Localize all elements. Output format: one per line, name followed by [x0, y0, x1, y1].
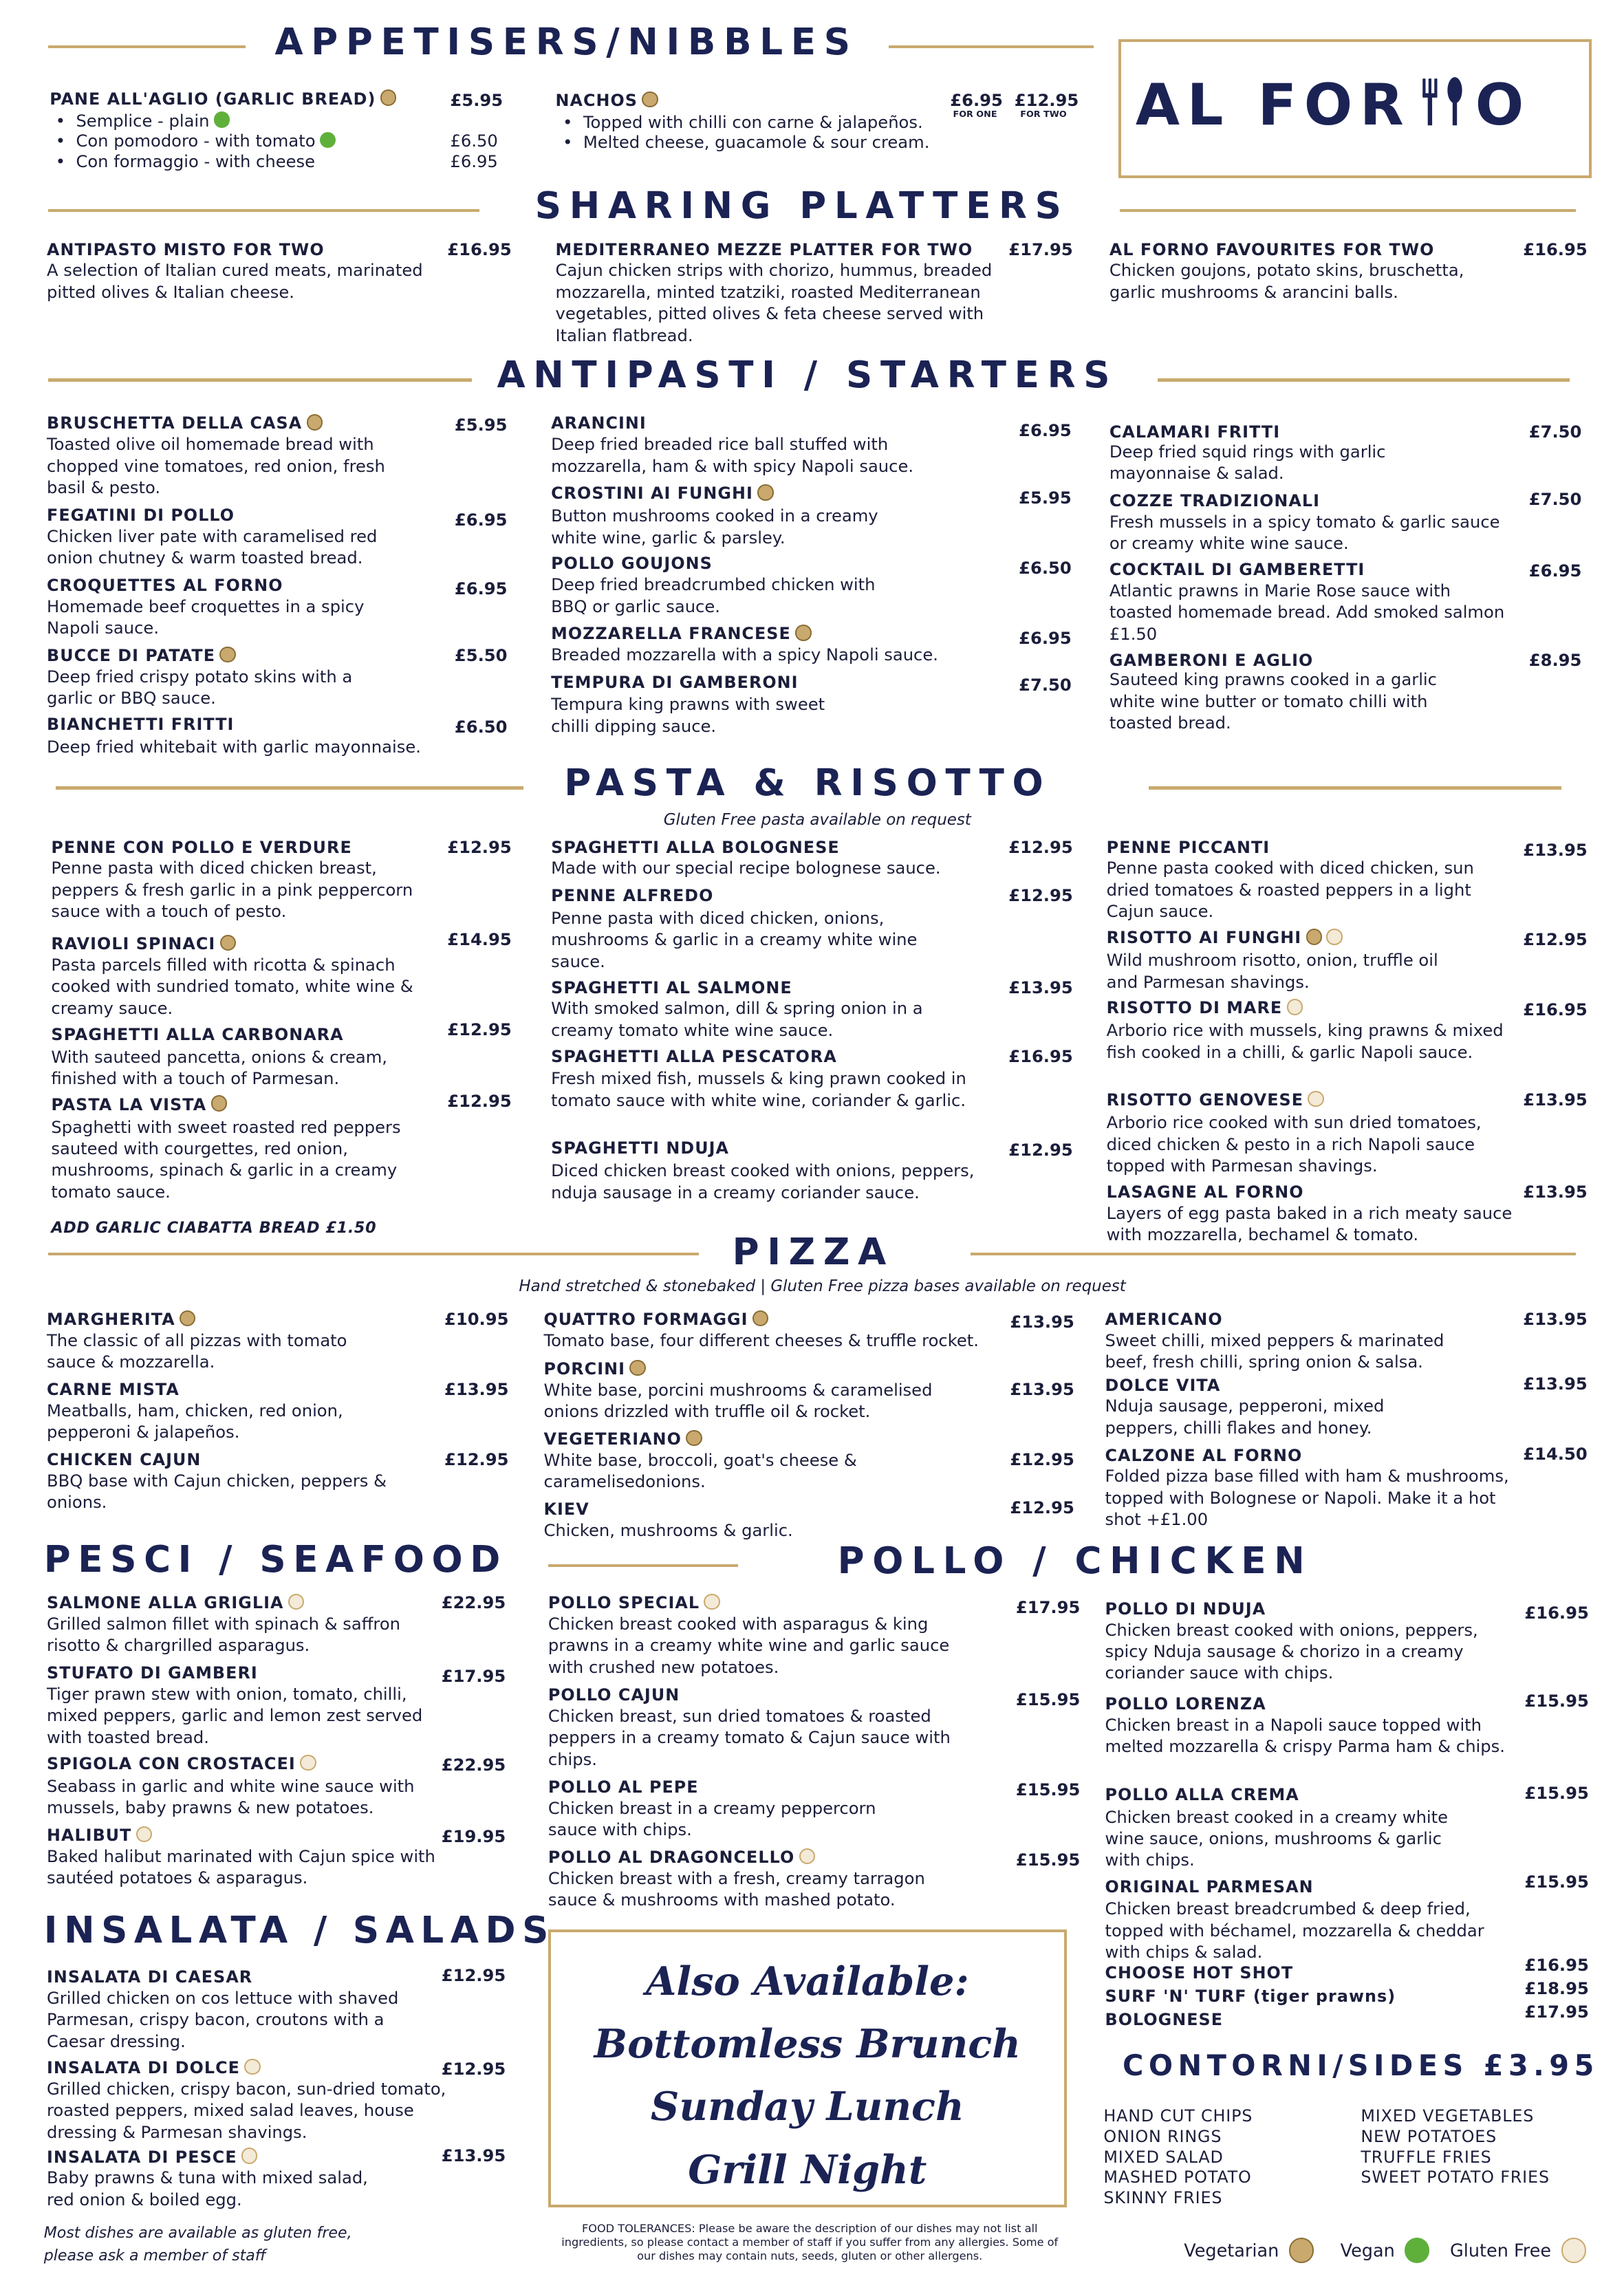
price-label: FOR ONE [953, 109, 997, 120]
also-available-line: Bottomless Brunch [594, 2020, 1021, 2067]
gluten-free-icon [300, 1755, 316, 1771]
item-name: RISOTTO AI FUNGHI [1107, 928, 1343, 947]
item-name: PENNE CON POLLO E VERDURE [51, 837, 352, 857]
item-price: £15.95 [1524, 1691, 1589, 1711]
item-desc: Grilled salmon fillet with spinach & saffron risotto & chargrilled asparagus. [47, 1614, 401, 1656]
item-name: RISOTTO GENOVESE [1107, 1090, 1324, 1110]
item-desc: Spaghetti with sweet roasted red peppers sauteed with courgettes, red onion, mushrooms, spinach & garlic in a creamy tomato sauce. [51, 1117, 401, 1202]
item-name: BOLOGNESE [1105, 2009, 1224, 2029]
item-desc: Layers of egg pasta baked in a rich meaty sauce with mozzarella, bechamel & tomato. [1106, 1203, 1513, 1245]
item-desc: Baked halibut marinated with Cajun spice with sautéed potatoes & asparagus. [47, 1846, 435, 1888]
item-name: SURF 'N' TURF (tiger prawns) [1105, 1986, 1396, 2006]
item-desc: Chicken, mushrooms & garlic. [543, 1521, 793, 1540]
vegetarian-icon [753, 1310, 768, 1326]
rule [1158, 378, 1570, 381]
item-price: £12.95 [447, 1020, 512, 1040]
item-name: MEDITERRANEO MEZZE PLATTER FOR TWO [555, 239, 973, 259]
item-price: £7.50 [1528, 422, 1582, 442]
item-name: MARGHERITA [47, 1310, 195, 1329]
vegetarian-icon [1289, 2238, 1314, 2262]
item-price: £22.95 [441, 1755, 506, 1775]
list-item: • Melted cheese, guacamole & sour cream. [563, 133, 930, 153]
item-price: £6.95 [1019, 628, 1072, 648]
also-available-box [548, 1929, 1067, 2207]
garlic-bread-note: ADD GARLIC CIABATTA BREAD £1.50 [51, 1219, 377, 1237]
item-desc: Tomato base, four different cheeses & truffle rocket. [543, 1330, 979, 1350]
item-desc: Chicken breast, sun dried tomatoes & roasted peppers in a creamy tomato & Cajun sauce with chips. [548, 1706, 951, 1769]
legend-vegetarian: Vegetarian [1184, 2238, 1314, 2262]
item-name: POLLO ALLA CREMA [1105, 1784, 1299, 1804]
item-name: SPIGOLA CON CROSTACEI [47, 1754, 316, 1773]
heading-pasta: PASTA & RISOTTO [564, 761, 1052, 805]
gluten-free-icon [136, 1826, 152, 1842]
item-price: £6.95 [454, 510, 508, 530]
item-name: ANTIPASTO MISTO FOR TWO [47, 239, 325, 259]
item-price: £6.95 [450, 152, 498, 171]
item-name: AMERICANO [1105, 1310, 1223, 1329]
item-price: £7.50 [1528, 489, 1582, 509]
item-name: SPAGHETTI ALLA CARBONARA [51, 1024, 344, 1044]
item-price: £5.50 [454, 646, 508, 666]
heading-sharing: SHARING PLATTERS [534, 184, 1070, 227]
cutlery-icon [1420, 75, 1466, 142]
rule [48, 209, 479, 212]
item-price: £19.95 [441, 1827, 506, 1847]
heading-seafood: PESCI / SEAFOOD [43, 1537, 508, 1581]
item-desc: Homemade beef croquettes in a spicy Napoli sauce. [47, 597, 365, 638]
item-price: £13.95 [441, 2145, 506, 2165]
rule [971, 1253, 1576, 1255]
item-desc: Deep fried whitebait with garlic mayonnaise. [47, 737, 421, 757]
item-price: £16.95 [1524, 1956, 1589, 1976]
item-desc: Penne pasta with diced chicken, onions, mushrooms & garlic in a creamy white wine sauce. [551, 908, 918, 971]
vegetarian-icon [757, 484, 773, 500]
item-desc: Nduja sausage, pepperoni, mixed peppers, chilli flakes and honey. [1105, 1396, 1385, 1438]
item-name: POLLO CAJUN [548, 1685, 680, 1705]
item-price: £17.95 [1008, 239, 1073, 259]
item-price: £12.95 [1523, 929, 1588, 949]
item-price: £13.95 [1523, 1182, 1588, 1202]
item-name: POLLO AL DRAGONCELLO [548, 1848, 815, 1867]
item-desc: Baby prawns & tuna with mixed salad, red onion & boiled egg. [47, 2168, 368, 2209]
vegetarian-icon [629, 1360, 645, 1376]
item-desc: Chicken breast cooked with asparagus & king prawns in a creamy white wine and garlic sauce with crushed new potatoes. [548, 1614, 950, 1677]
item-desc: Chicken breast in a Napoli sauce topped with melted mozzarella & crispy Parma ham & chips. [1105, 1715, 1505, 1757]
vegetarian-icon [380, 89, 396, 105]
rule [548, 1564, 738, 1567]
vegan-icon [320, 132, 336, 148]
item-desc: Atlantic prawns in Marie Rose sauce with toasted homemade bread. Add smoked salmon £1.50 [1109, 581, 1505, 644]
item-price: £13.95 [1523, 1374, 1588, 1394]
item-name: POLLO DI NDUJA [1105, 1599, 1266, 1619]
gluten-free-icon [1308, 1091, 1323, 1107]
item-desc: A selection of Italian cured meats, marinated pitted olives & Italian cheese. [47, 261, 423, 302]
item-name: NACHOS [556, 91, 658, 110]
item-desc: Arborio rice cooked with sun dried tomatoes, diced chicken & pesto in a rich Napoli sauce topped with Parmesan shavings. [1106, 1113, 1482, 1176]
item-name: FEGATINI DI POLLO [47, 506, 235, 526]
side-item: HAND CUT CHIPS [1103, 2106, 1253, 2126]
item-desc: Seabass in garlic and white wine sauce with mussels, baby prawns & new potatoes. [47, 1776, 415, 1818]
item-price: £6.95 [950, 90, 1003, 110]
rule [48, 45, 246, 48]
item-price: £17.95 [441, 1666, 506, 1686]
side-item: ONION RINGS [1103, 2126, 1222, 2146]
heading-salads: INSALATA / SALADS [43, 1909, 555, 1952]
item-desc: Sauteed king prawns cooked in a garlic white wine butter or tomato chilli with toasted bread. [1109, 670, 1437, 733]
item-desc: With sauteed pancetta, onions & cream, finished with a touch of Parmesan. [51, 1047, 387, 1088]
item-desc: Tempura king prawns with sweet chilli dipping sauce. [551, 695, 825, 736]
item-name: VEGETERIANO [544, 1429, 702, 1449]
item-name: POLLO GOUJONS [551, 554, 713, 574]
item-desc: Cajun chicken strips with chorizo, hummus, breaded mozzarella, minted tzatziki, roasted Mediterranean vegetables, pitted olives & feta cheese served with Italian flatbread. [555, 261, 993, 345]
item-price: £16.95 [1524, 1603, 1589, 1623]
item-name: QUATTRO FORMAGGI [544, 1310, 769, 1329]
rule [48, 1253, 699, 1255]
item-desc: Button mushrooms cooked in a creamy white wine, garlic & parsley. [551, 506, 878, 548]
rule [1149, 786, 1561, 789]
item-name: CARNE MISTA [47, 1380, 180, 1399]
logo-text: AL FOR O [1136, 72, 1531, 142]
gluten-free-icon [1326, 929, 1342, 944]
side-item: MIXED SALAD [1103, 2147, 1224, 2167]
heading-pizza: PIZZA [732, 1231, 894, 1274]
item-name: STUFATO DI GAMBERI [47, 1663, 258, 1683]
item-name: RAVIOLI SPINACI [51, 934, 236, 953]
rule [1120, 209, 1576, 212]
item-name: PENNE PICCANTI [1106, 837, 1270, 857]
item-desc: Tiger prawn stew with onion, tomato, chilli, mixed peppers, garlic and lemon zest served with toasted bread. [47, 1685, 423, 1747]
item-price: £13.95 [1010, 1380, 1074, 1399]
item-name: AL FORNO FAVOURITES FOR TWO [1109, 239, 1435, 259]
item-price: £22.95 [441, 1593, 506, 1613]
item-desc: Penne pasta with diced chicken breast, peppers & fresh garlic in a pink peppercorn sauce with a touch of pesto. [51, 858, 413, 922]
legend-gluten-free: Gluten Free [1450, 2238, 1586, 2262]
item-price: £6.95 [454, 579, 508, 598]
item-desc: Fresh mussels in a spicy tomato & garlic sauce or creamy white wine sauce. [1109, 512, 1500, 554]
item-price: £15.95 [1015, 1850, 1081, 1870]
logo [1118, 39, 1592, 178]
item-price: £8.95 [1528, 650, 1582, 670]
vegetarian-icon [180, 1310, 195, 1326]
item-name: CALZONE AL FORNO [1105, 1445, 1303, 1465]
item-desc: The classic of all pizzas with tomato sauce & mozzarella. [47, 1330, 347, 1372]
also-available-line: Sunday Lunch [650, 2083, 964, 2130]
list-item: • Con formaggio - with cheese [55, 152, 316, 171]
item-name: HALIBUT [47, 1826, 152, 1845]
gluten-free-icon [241, 2148, 257, 2163]
item-price: £15.95 [1524, 1872, 1589, 1892]
vegetarian-icon [220, 935, 236, 951]
item-name: DOLCE VITA [1105, 1375, 1221, 1395]
item-desc: Chicken breast cooked in a creamy white wine sauce, onions, mushrooms & garlic with chips. [1105, 1807, 1449, 1870]
vegetarian-icon [307, 414, 323, 430]
gluten-free-icon [288, 1594, 304, 1610]
item-desc: BBQ base with Cajun chicken, peppers & onions. [47, 1471, 387, 1513]
item-price: £13.95 [1523, 1310, 1588, 1329]
side-item: MASHED POTATO [1103, 2167, 1252, 2187]
list-item: • Con pomodoro - with tomato [56, 131, 336, 151]
vegetarian-icon [1306, 929, 1322, 944]
list-item: • Topped with chilli con carne & jalapeños. [563, 112, 923, 132]
vegan-icon [1405, 2238, 1429, 2262]
item-desc: Grilled chicken on cos lettuce with shaved Parmesan, crispy bacon, croutons with a Caesar dressing. [47, 1989, 399, 2051]
item-desc: Fresh mixed fish, mussels & king prawn cooked in tomato sauce with white wine, coriander & garlic. [551, 1069, 966, 1110]
item-price: £5.95 [450, 90, 504, 110]
item-price: £5.95 [1019, 488, 1072, 508]
item-desc: Breaded mozzarella with a spicy Napoli sauce. [551, 645, 938, 665]
item-desc: Chicken breast cooked with onions, peppers, spicy Nduja sausage & chorizo in a creamy coriander sauce with chips. [1105, 1620, 1478, 1683]
item-price: £12.95 [1010, 1450, 1074, 1469]
item-desc: Deep fried breadcrumbed chicken with BBQ or garlic sauce. [551, 575, 876, 616]
item-desc: Deep fried crispy potato skins with a garlic or BBQ sauce. [47, 667, 353, 709]
item-name: MOZZARELLA FRANCESE [551, 624, 811, 643]
side-item: NEW POTATOES [1361, 2126, 1497, 2146]
item-price: £15.95 [1015, 1689, 1081, 1709]
gluten-free-icon [1287, 999, 1303, 1015]
item-name: CROQUETTES AL FORNO [47, 576, 283, 596]
item-price: £12.95 [447, 837, 512, 857]
item-price: £12.95 [1008, 885, 1073, 905]
item-name: COCKTAIL DI GAMBERETTI [1109, 559, 1365, 579]
item-price: £15.95 [1015, 1780, 1081, 1800]
item-desc: Chicken goujons, potato skins, bruschetta, garlic mushrooms & arancini balls. [1109, 261, 1464, 302]
item-name: CROSTINI AI FUNGHI [551, 484, 774, 503]
item-name: PANE ALL'AGLIO (GARLIC BREAD) [50, 89, 396, 109]
heading-chicken: POLLO / CHICKEN [837, 1539, 1313, 1582]
heading-starters: ANTIPASTI / STARTERS [497, 354, 1118, 397]
vegetarian-icon [642, 91, 658, 107]
item-price: £12.95 [441, 2059, 506, 2079]
rule [48, 378, 472, 381]
item-price: £12.95 [444, 1450, 509, 1469]
item-price: £16.95 [1523, 239, 1588, 259]
item-name: RISOTTO DI MARE [1107, 998, 1303, 1017]
rule [56, 786, 523, 789]
item-name: POLLO LORENZA [1105, 1694, 1266, 1713]
item-name: GAMBERONI E AGLIO [1109, 650, 1314, 670]
item-name: BUCCE DI PATATE [47, 646, 236, 665]
vegetarian-icon [211, 1095, 227, 1111]
side-item: MIXED VEGETABLES [1361, 2106, 1535, 2126]
item-desc: Pasta parcels filled with ricotta & spinach cooked with sundried tomato, white wine & creamy sauce. [51, 955, 413, 1018]
item-price: £12.95 [1014, 90, 1079, 110]
side-item: SWEET POTATO FRIES [1361, 2167, 1550, 2187]
heading-appetisers: APPETISERS/NIBBLES [274, 20, 858, 63]
item-desc: Grilled chicken, crispy bacon, sun-dried tomato, roasted peppers, mixed salad leaves, house dressing & Parmesan shavings. [47, 2079, 446, 2142]
item-name: ORIGINAL PARMESAN [1105, 1877, 1314, 1896]
item-name: TEMPURA DI GAMBERONI [551, 672, 799, 692]
item-desc: Chicken breast with a fresh, creamy tarragon sauce & mushrooms with mashed potato. [548, 1868, 925, 1910]
item-price: £14.95 [447, 929, 512, 949]
also-available-text [551, 1950, 1064, 2202]
item-name: SPAGHETTI AL SALMONE [551, 977, 792, 997]
item-price: £12.95 [441, 1966, 506, 1986]
item-price: £12.95 [447, 1092, 512, 1112]
item-price: £5.95 [454, 415, 508, 435]
item-price: £7.50 [1019, 675, 1072, 695]
item-name: INSALATA DI DOLCE [47, 2058, 261, 2077]
item-name: BRUSCHETTA DELLA CASA [47, 413, 323, 433]
list-item: • Semplice - plain [56, 111, 230, 131]
item-price: £16.95 [1008, 1046, 1073, 1066]
item-price: £6.50 [450, 131, 498, 151]
item-price: £13.95 [1523, 1090, 1588, 1110]
gluten-free-note: Most dishes are available as gluten free, please ask a member of staff [43, 2224, 352, 2264]
item-desc: Sweet chilli, mixed peppers & marinated beef, fresh chilli, spring onion & salsa. [1105, 1330, 1444, 1372]
item-name: SPAGHETTI ALLA BOLOGNESE [551, 837, 840, 857]
vegetarian-icon [686, 1430, 702, 1446]
item-price: £6.95 [1528, 561, 1582, 581]
item-name: PORCINI [544, 1359, 646, 1379]
item-name: COZZE TRADIZIONALI [1109, 491, 1321, 510]
item-price: £13.95 [1008, 977, 1073, 997]
item-price: £18.95 [1524, 1979, 1589, 1999]
item-name: BIANCHETTI FRITTI [47, 715, 235, 735]
item-desc: Folded pizza base filled with ham & mushrooms, topped with Bolognese or Napoli. Make it a hot shot +£1.00 [1105, 1467, 1509, 1530]
item-price: £12.95 [1010, 1498, 1074, 1518]
legend-vegan: Vegan [1341, 2238, 1430, 2262]
item-desc: Deep fried breaded rice ball stuffed with mozzarella, ham & with spicy Napoli sauce. [551, 435, 914, 476]
item-name: PENNE ALFREDO [551, 885, 714, 905]
item-name: ARANCINI [551, 413, 647, 433]
item-name: CALAMARI FRITTI [1109, 422, 1281, 442]
item-desc: Meatballs, ham, chicken, red onion, pepperoni & jalapeños. [47, 1401, 343, 1442]
item-name: KIEV [543, 1500, 589, 1520]
vegan-icon [214, 111, 230, 127]
side-item: SKINNY FRIES [1103, 2188, 1223, 2208]
item-price: £15.95 [1524, 1783, 1589, 1803]
item-name: LASAGNE AL FORNO [1106, 1182, 1304, 1202]
item-name: PASTA LA VISTA [51, 1095, 227, 1114]
item-price: £6.95 [1019, 421, 1072, 440]
item-name: INSALATA DI PESCE [47, 2148, 257, 2167]
gluten-free-icon [799, 1848, 815, 1864]
item-price: £12.95 [1008, 837, 1073, 857]
item-price: £17.95 [1524, 2002, 1589, 2022]
also-available-line: Also Available: [645, 1957, 969, 2004]
item-price: £13.95 [1523, 840, 1588, 860]
item-desc: With smoked salmon, dill & spring onion in a creamy tomato white wine sauce. [551, 999, 923, 1040]
item-desc: Deep fried squid rings with garlic mayonnaise & salad. [1109, 442, 1386, 484]
section-subtitle: Hand stretched & stonebaked | Gluten Free pizza bases available on request [519, 1277, 1126, 1296]
item-name: CHOOSE HOT SHOT [1105, 1963, 1294, 1982]
also-available-line: Grill Night [688, 2145, 927, 2193]
vegetarian-icon [219, 647, 235, 662]
item-price: £13.95 [444, 1380, 509, 1399]
item-desc: Diced chicken breast cooked with onions, peppers, nduja sausage in a creamy coriander sauce. [551, 1161, 975, 1202]
item-name: CHICKEN CAJUN [47, 1450, 202, 1469]
item-desc: Chicken breast in a creamy peppercorn sauce with chips. [548, 1798, 876, 1840]
item-price: £16.95 [1523, 999, 1588, 1019]
item-price: £6.50 [1019, 558, 1072, 578]
item-name: POLLO SPECIAL [548, 1593, 720, 1612]
item-name: SPAGHETTI NDUJA [551, 1138, 729, 1158]
gluten-free-icon [1561, 2238, 1586, 2262]
rule [889, 45, 1094, 48]
item-desc: White base, porcini mushrooms & caramelised onions drizzled with truffle oil & rocket. [543, 1381, 933, 1422]
gluten-free-icon [244, 2059, 260, 2075]
gluten-free-icon [704, 1594, 719, 1610]
item-name: SPAGHETTI ALLA PESCATORA [551, 1046, 837, 1066]
item-desc: Penne pasta cooked with diced chicken, sun dried tomatoes & roasted peppers in a light Cajun sauce. [1106, 858, 1474, 922]
item-price: £17.95 [1015, 1597, 1081, 1617]
vegetarian-icon [795, 625, 811, 640]
item-desc: Chicken breast breadcrumbed & deep fried, topped with béchamel, mozzarella & cheddar with chips & salad. [1105, 1899, 1484, 1963]
item-desc: Chicken liver pate with caramelised red onion chutney & warm toasted bread. [47, 527, 378, 568]
price-label: FOR TWO [1020, 109, 1067, 120]
item-name: POLLO AL PEPE [548, 1777, 699, 1797]
item-price: £14.50 [1523, 1444, 1588, 1464]
item-price: £16.95 [447, 239, 512, 259]
item-desc: White base, broccoli, goat's cheese & caramelisedonions. [543, 1451, 857, 1492]
item-desc: Arborio rice with mussels, king prawns & mixed fish cooked in a chilli, & garlic Napoli sauce. [1106, 1021, 1504, 1062]
item-price: £12.95 [1008, 1140, 1073, 1160]
item-price: £13.95 [1010, 1312, 1074, 1332]
food-tolerances-note: FOOD TOLERANCES: Please be aware the description of our dishes may not list all ingredients, so please contact a member of staff if you suffer from any allergies. Some of our dishes may contain nuts, seeds, gluten or other allergens. [561, 2222, 1059, 2263]
heading-sides: CONTORNI/SIDES £3.95 [1123, 2049, 1599, 2083]
item-name: INSALATA DI CAESAR [47, 1967, 253, 1987]
item-price: £10.95 [444, 1310, 509, 1329]
item-price: £6.50 [454, 717, 508, 737]
item-desc: Toasted olive oil homemade bread with chopped vine tomatoes, red onion, fresh basil & pesto. [47, 435, 385, 498]
item-name: SALMONE ALLA GRIGLIA [47, 1593, 304, 1612]
section-subtitle: Gluten Free pasta available on request [663, 811, 971, 830]
item-desc: Wild mushroom risotto, onion, truffle oil and Parmesan shavings. [1106, 951, 1438, 992]
side-item: TRUFFLE FRIES [1361, 2147, 1492, 2167]
item-desc: Made with our special recipe bolognese sauce. [551, 858, 941, 878]
